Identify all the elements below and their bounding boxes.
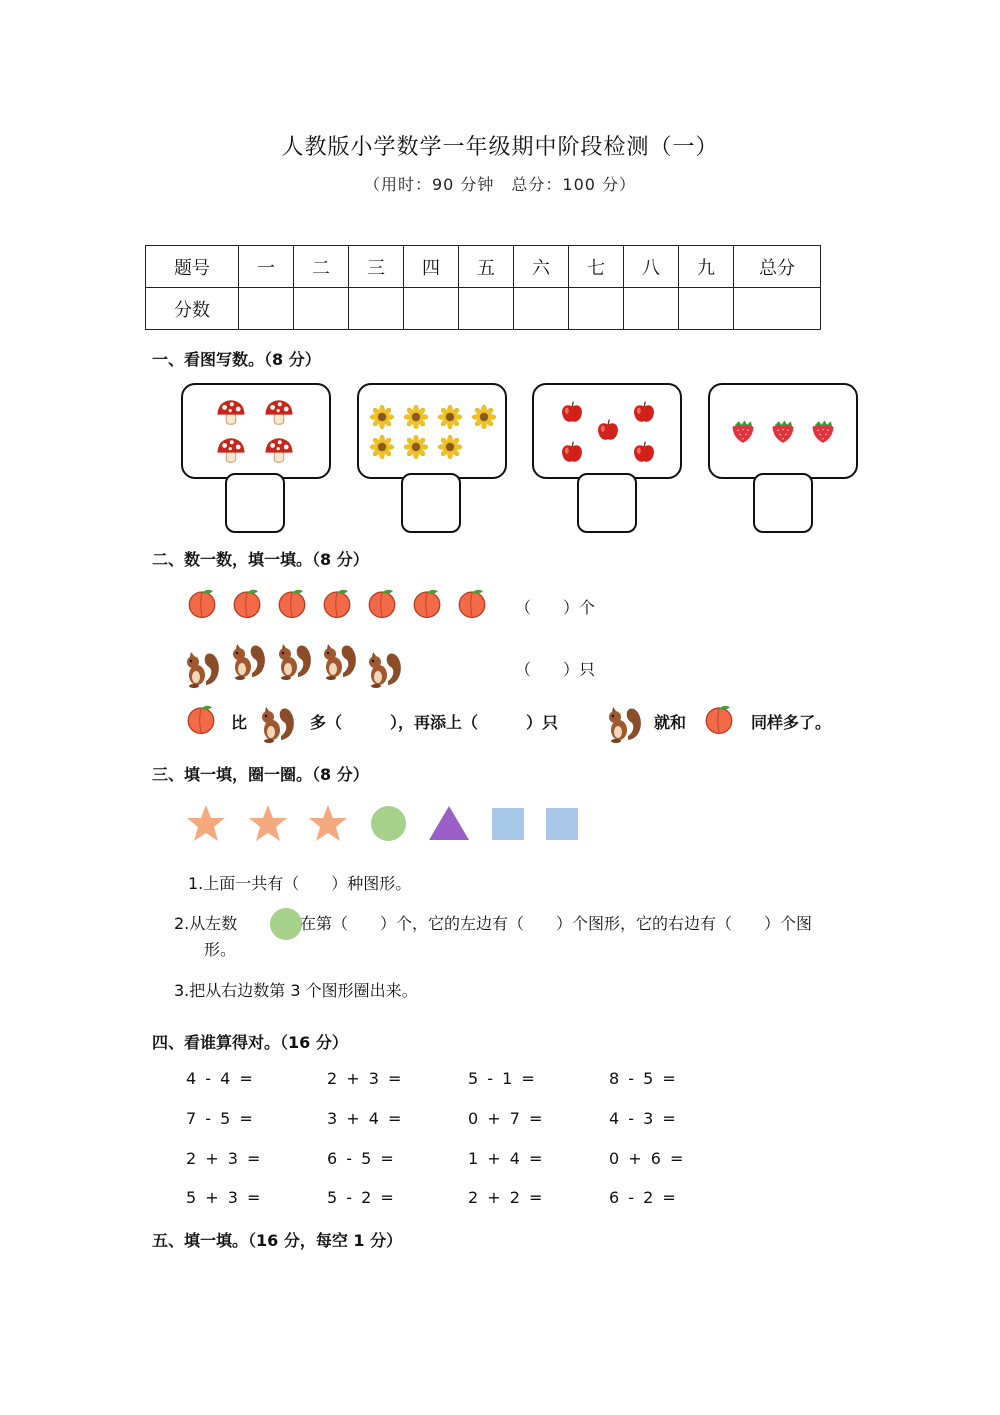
equation[interactable]: 6 - 2 =: [609, 1188, 678, 1207]
score-cell-8: 八: [624, 246, 679, 288]
section5-heading: 五、填一填。（16 分，每空 1 分）: [152, 1231, 403, 1250]
equation[interactable]: 4 - 4 =: [186, 1069, 255, 1088]
equation[interactable]: 1 + 4 =: [468, 1149, 545, 1168]
score-cell-2: 二: [294, 246, 349, 288]
score-cell-label: 题号: [146, 246, 239, 288]
mushroom-icon: [263, 397, 295, 429]
equation[interactable]: 6 - 5 =: [327, 1149, 396, 1168]
score-table: [145, 245, 821, 330]
score-input-6[interactable]: [514, 288, 569, 330]
apple-icon: [595, 417, 621, 443]
compare-text-2[interactable]: 多（ ），再添上（ ）只: [310, 713, 559, 732]
answer-box-2[interactable]: [401, 473, 461, 533]
sunflower-icon: [370, 435, 394, 459]
peach-icon: [702, 702, 736, 736]
answer-box-1[interactable]: [225, 473, 285, 533]
score-input-9[interactable]: [679, 288, 734, 330]
compare-text-4: 同样多了。: [751, 713, 832, 732]
mushroom-icon: [215, 435, 247, 467]
squirrel-icon: [319, 641, 359, 681]
question-3-2-part2[interactable]: 在第（ ）个，它的左边有（ ）个图形，它的右边有（ ）个图: [300, 914, 813, 933]
answer-box-4[interactable]: [753, 473, 813, 533]
squirrel-icon: [604, 704, 644, 744]
squirrel-icon: [364, 649, 404, 689]
circle-shape: [371, 806, 406, 841]
picture-box-strawberries: [708, 383, 858, 479]
question-3-1[interactable]: 1.上面一共有（ ）种图形。: [188, 874, 412, 893]
squirrel-count-blank[interactable]: （ ）只: [515, 660, 596, 679]
score-cell-7: 七: [569, 246, 624, 288]
equation[interactable]: 3 + 4 =: [327, 1109, 404, 1128]
section1-heading: 一、看图写数。（8 分）: [152, 350, 321, 369]
sunflower-icon: [438, 405, 462, 429]
peach-icon: [320, 586, 354, 620]
score-input-4[interactable]: [404, 288, 459, 330]
star-shape-3: [308, 803, 348, 843]
square-shape-1: [492, 808, 524, 840]
mushroom-icon: [263, 435, 295, 467]
peach-count-blank[interactable]: （ ）个: [515, 598, 596, 617]
strawberry-icon: [729, 417, 757, 445]
score-input-1[interactable]: [239, 288, 294, 330]
apple-icon: [631, 439, 657, 465]
star-shape-1: [186, 803, 226, 843]
equation[interactable]: 2 + 2 =: [468, 1188, 545, 1207]
apple-icon: [631, 399, 657, 425]
apple-icon: [559, 399, 585, 425]
section4-heading: 四、看谁算得对。（16 分）: [152, 1033, 348, 1052]
equation[interactable]: 8 - 5 =: [609, 1069, 678, 1088]
score-cell-4: 四: [404, 246, 459, 288]
circle-shape-inline: [270, 908, 302, 940]
score-cell-total: 总分: [734, 246, 821, 288]
squirrel-icon: [257, 704, 297, 744]
score-input-2[interactable]: [294, 288, 349, 330]
score-cell-1: 一: [239, 246, 294, 288]
answer-box-3[interactable]: [577, 473, 637, 533]
question-3-3: 3.把从右边数第 3 个图形圈出来。: [174, 981, 418, 1000]
sunflower-icon: [472, 405, 496, 429]
score-input-total[interactable]: [734, 288, 821, 330]
picture-box-mushrooms: [181, 383, 331, 479]
squirrel-icon: [274, 641, 314, 681]
equation[interactable]: 4 - 3 =: [609, 1109, 678, 1128]
score-input-7[interactable]: [569, 288, 624, 330]
equation[interactable]: 5 + 3 =: [186, 1188, 263, 1207]
peach-icon: [410, 586, 444, 620]
compare-text-1: 比: [231, 713, 248, 732]
score-cell-5: 五: [459, 246, 514, 288]
sunflower-icon: [438, 435, 462, 459]
sunflower-icon: [404, 405, 428, 429]
score-cell-3: 三: [349, 246, 404, 288]
squirrel-icon: [182, 649, 222, 689]
score-table-header-row: [146, 246, 821, 288]
equation[interactable]: 2 + 3 =: [327, 1069, 404, 1088]
question-3-2-part1: 2.从左数: [174, 914, 238, 933]
equation[interactable]: 0 + 6 =: [609, 1149, 686, 1168]
equation[interactable]: 0 + 7 =: [468, 1109, 545, 1128]
picture-box-sunflowers: [357, 383, 507, 479]
score-row-label: 分数: [146, 288, 239, 330]
squirrel-icon: [228, 641, 268, 681]
picture-box-apples: [532, 383, 682, 479]
peach-icon: [230, 586, 264, 620]
equation[interactable]: 7 - 5 =: [186, 1109, 255, 1128]
page-subtitle: （用时：90 分钟 总分：100 分）: [363, 175, 637, 194]
score-input-3[interactable]: [349, 288, 404, 330]
equation[interactable]: 5 - 1 =: [468, 1069, 537, 1088]
peach-icon: [184, 702, 218, 736]
peach-icon: [275, 586, 309, 620]
square-shape-2: [546, 808, 578, 840]
section2-heading: 二、数一数，填一填。（8 分）: [152, 550, 369, 569]
sunflower-icon: [370, 405, 394, 429]
peach-icon: [185, 586, 219, 620]
peach-icon: [365, 586, 399, 620]
compare-text-3: 就和: [654, 713, 687, 732]
peach-icon: [455, 586, 489, 620]
score-input-5[interactable]: [459, 288, 514, 330]
page-title: 人教版小学数学一年级期中阶段检测（一）: [281, 135, 719, 160]
sunflower-icon: [404, 435, 428, 459]
section3-heading: 三、填一填，圈一圈。（8 分）: [152, 765, 369, 784]
score-cell-6: 六: [514, 246, 569, 288]
triangle-shape: [429, 806, 469, 840]
strawberry-icon: [809, 417, 837, 445]
mushroom-icon: [215, 397, 247, 429]
score-table-score-row: [146, 288, 821, 330]
question-3-2-part3: 形。: [204, 940, 237, 959]
equation[interactable]: 2 + 3 =: [186, 1149, 263, 1168]
equation[interactable]: 5 - 2 =: [327, 1188, 396, 1207]
strawberry-icon: [769, 417, 797, 445]
star-shape-2: [248, 803, 288, 843]
apple-icon: [559, 439, 585, 465]
score-input-8[interactable]: [624, 288, 679, 330]
score-cell-9: 九: [679, 246, 734, 288]
